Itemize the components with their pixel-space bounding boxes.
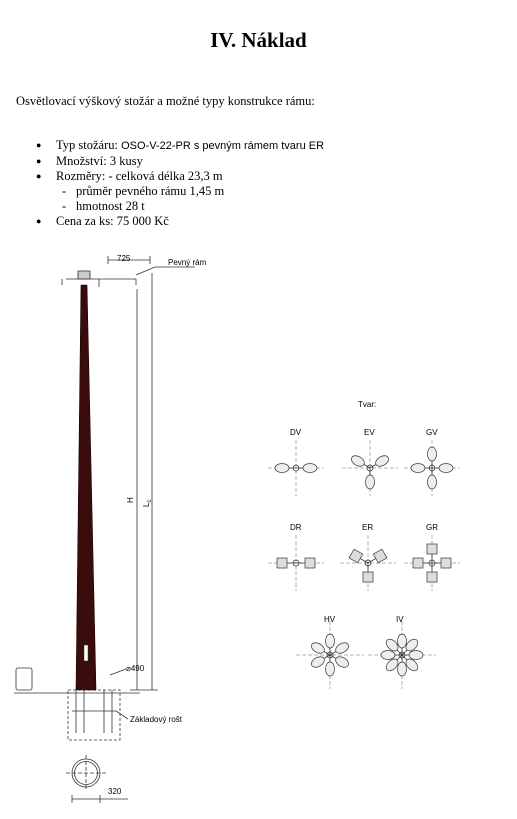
dim-Lc-label	[142, 500, 153, 507]
spec-dimensions-value: - celková délka 23,3 m	[108, 169, 223, 183]
shape-iv	[368, 615, 436, 689]
spec-dimensions-label: Rozměry:	[56, 169, 106, 183]
shape-dv	[268, 428, 324, 496]
frame-head-icon	[62, 271, 136, 287]
spec-dimensions	[36, 169, 324, 184]
shape-dr-label: DR	[290, 523, 302, 532]
spec-frame-diameter: - průměr pevného rámu 1,45 m	[36, 184, 324, 199]
spec-type-value: OSO-V-22-PR s pevným rámem tvaru ER	[121, 140, 325, 152]
shape-ev	[342, 428, 398, 496]
shape-dv-label: DV	[290, 428, 302, 437]
shape-section-label: Tvar:	[358, 400, 377, 409]
shape-hv-label: HV	[324, 615, 336, 624]
spec-price-value: 75 000 Kč	[116, 214, 169, 228]
shape-ev-label: EV	[364, 428, 375, 437]
frame-label: Pevný rám	[168, 258, 207, 267]
intro-text: Osvětlovací výškový stožár a možné typy konstrukce rámu:	[16, 94, 315, 108]
shape-iv-label: IV	[396, 615, 404, 624]
spec-quantity	[36, 154, 324, 169]
dim-725-label: 725	[117, 254, 131, 263]
shape-gr	[404, 523, 460, 591]
shape-dr	[268, 523, 324, 591]
spec-price-label: Cena za ks:	[56, 214, 114, 228]
shape-gv	[404, 428, 460, 496]
shape-gv-label: GV	[426, 428, 438, 437]
shape-er	[340, 523, 396, 591]
dim-320-label: 320	[108, 787, 122, 796]
foundation-label: Základový rošt	[130, 715, 183, 724]
spec-quantity-value: 3 kusy	[109, 154, 143, 168]
spec-type-label: Typ stožáru:	[56, 138, 118, 152]
spec-type	[36, 138, 324, 154]
mast-technical-drawing	[0, 245, 517, 819]
spec-quantity-label: Množství:	[56, 154, 107, 168]
shape-er-label: ER	[362, 523, 374, 532]
dim-Lc-subscript: c	[147, 499, 153, 503]
spec-price	[36, 214, 324, 229]
spec-list	[36, 138, 324, 229]
dim-490-label: ⌀490	[126, 664, 145, 673]
shape-gr-label: GR	[426, 523, 438, 532]
shape-hv	[296, 615, 364, 689]
dim-H-label: H	[126, 497, 135, 503]
page-title: IV. Náklad	[210, 28, 307, 52]
shape-variants	[268, 428, 460, 689]
dim-Lc-main: L	[142, 502, 151, 507]
mast-icon	[76, 285, 96, 690]
spec-weight: - hmotnost 28 t	[36, 199, 324, 214]
